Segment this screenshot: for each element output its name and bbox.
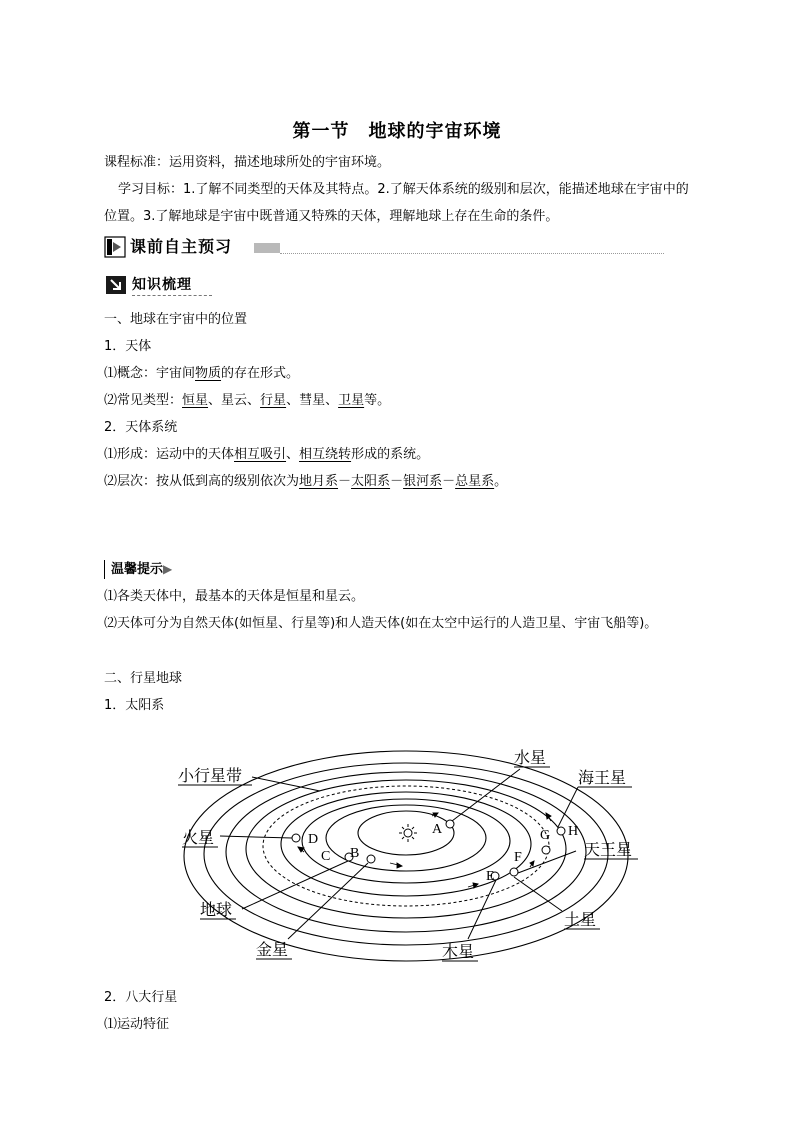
sub-banner-title: 知识梳理 xyxy=(132,277,192,293)
sub-banner-underline xyxy=(132,295,212,296)
letter-f: F xyxy=(514,850,522,865)
tip-heading-text: 温馨提示 xyxy=(111,562,164,577)
type-nebula: 、星云、 xyxy=(208,393,261,408)
curriculum-standard: 课程标准：运用资料，描述地球所处的宇宙环境。 xyxy=(104,155,391,170)
level-dash-3: － xyxy=(442,474,456,489)
levels-line xyxy=(104,472,507,492)
level-universe: 总星系 xyxy=(455,474,495,489)
concept-suffix: 的存在形式。 xyxy=(221,366,300,381)
learning-goals-line2: 位置。3.了解地球是宇宙中既普通又特殊的天体，理解地球上存在生命的条件。 xyxy=(104,209,559,224)
arrow-down-right-icon xyxy=(106,276,126,294)
planet-b xyxy=(367,855,375,863)
part2-item2: 2．八大行星 xyxy=(104,990,178,1005)
planet-d xyxy=(292,834,300,842)
part2-item1: 1．太阳系 xyxy=(104,698,165,713)
concept-line xyxy=(104,364,299,384)
part2-item2-sub1: ⑴运动特征 xyxy=(104,1017,170,1032)
formation-line xyxy=(104,445,429,465)
tip-line2: ⑵天体可分为自然天体(如恒星、行星等)和人造天体(如在太空中运行的人造卫星、宇宙飞船等)。 xyxy=(104,616,658,631)
letter-g: G xyxy=(540,828,551,843)
planet-g xyxy=(542,846,550,854)
levels-period: 。 xyxy=(494,474,508,489)
tip-heading xyxy=(104,560,172,579)
label-neptune: 海王星 xyxy=(578,770,627,787)
formation-sep: 、 xyxy=(286,447,300,462)
label-earth: 地球 xyxy=(200,902,233,919)
letter-e: E xyxy=(486,869,495,884)
type-star: 恒星 xyxy=(182,393,209,408)
types-line xyxy=(104,391,390,411)
planet-a xyxy=(446,820,454,828)
section-banner xyxy=(104,236,664,258)
banner-divider xyxy=(280,253,664,254)
formation-prefix: ⑴形成：运动中的天体 xyxy=(104,447,235,462)
type-satellite: 卫星 xyxy=(338,393,365,408)
label-mars: 火星 xyxy=(182,830,215,847)
part1-item1: 1．天体 xyxy=(104,339,152,354)
pencil-icon xyxy=(104,236,126,258)
label-jupiter: 木星 xyxy=(442,944,475,961)
triangle-right-icon: ▶ xyxy=(163,562,173,576)
solar-system-diagram xyxy=(168,727,653,977)
letter-h: H xyxy=(568,824,579,839)
formation-key1: 相互吸引 xyxy=(234,447,287,462)
level-solar-system: 太阳系 xyxy=(351,474,391,489)
planet-h xyxy=(557,827,565,835)
label-asteroid-belt: 小行星带 xyxy=(178,768,243,785)
type-comet: 、彗星、 xyxy=(286,393,339,408)
letter-d: D xyxy=(308,832,319,847)
formation-key2: 相互绕转 xyxy=(299,447,352,462)
label-saturn: 土星 xyxy=(564,912,597,929)
level-earth-moon: 地月系 xyxy=(299,474,339,489)
label-venus: 金星 xyxy=(256,942,289,959)
formation-suffix: 形成的系统。 xyxy=(351,447,430,462)
planet-f xyxy=(510,868,518,876)
letter-b: B xyxy=(350,846,360,861)
section-banner-title: 课前自主预习 xyxy=(130,237,233,256)
learning-goals-line1: 学习目标：1.了解不同类型的天体及其特点。2.了解天体系统的级别和层次，能描述地球在宇宙中的 xyxy=(118,182,689,197)
levels-prefix: ⑵层次：按从低到高的级别依次为 xyxy=(104,474,300,489)
types-suffix: 等。 xyxy=(364,393,391,408)
label-uranus: 天王星 xyxy=(584,842,633,859)
part1-heading: 一、地球在宇宙中的位置 xyxy=(104,312,248,327)
types-prefix: ⑵常见类型： xyxy=(104,393,183,408)
level-milky-way: 银河系 xyxy=(403,474,443,489)
letter-c: C xyxy=(321,849,331,864)
label-mercury: 水星 xyxy=(514,750,547,767)
part2-heading: 二、行星地球 xyxy=(104,671,183,686)
tip-line1: ⑴各类天体中，最基本的天体是恒星和星云。 xyxy=(104,589,365,604)
concept-prefix: ⑴概念：宇宙间 xyxy=(104,366,196,381)
banner-bar xyxy=(254,243,280,253)
concept-key: 物质 xyxy=(195,366,222,381)
letter-a: A xyxy=(432,822,443,837)
part1-item2: 2．天体系统 xyxy=(104,420,178,435)
page-title: 第一节 地球的宇宙环境 xyxy=(292,121,502,142)
type-planet: 行星 xyxy=(260,393,287,408)
level-dash-1: － xyxy=(338,474,352,489)
level-dash-2: － xyxy=(390,474,404,489)
